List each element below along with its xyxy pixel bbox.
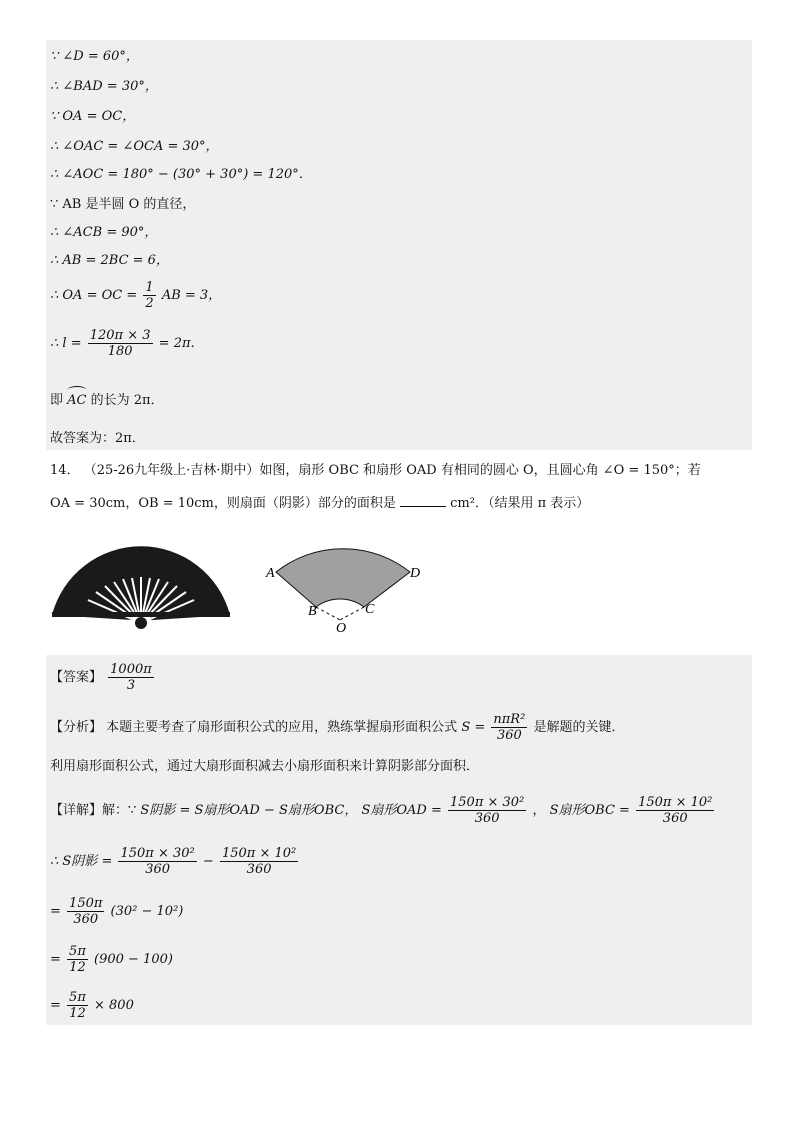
oa-suffix: AB = 3， [161,288,222,303]
step-lhs: ∴ S阴影 = [50,854,113,869]
question-number: 14． [50,463,80,478]
solution-line: ∵ AB 是半圆 O 的直径， [50,197,196,212]
sector-figure [262,516,432,636]
solution-line: ∴ AB = 2BC = 6， [50,253,169,268]
step-rest: × 800 [94,998,134,1013]
fraction [220,846,298,877]
analysis-label: 【分析】 [50,720,103,735]
question-line-2 [50,494,589,513]
analysis-line-2: 利用扇形面积公式，通过大扇形面积减去小扇形面积来计算阴影部分面积． [50,759,480,774]
question-text: OA = 30cm，OB = 10cm，则扇面（阴影）部分的面积是 [50,496,396,511]
fraction-numerator: 1000π [110,662,152,677]
fraction-numerator: 150π [69,896,103,911]
fraction-denominator: 360 [73,912,99,927]
analysis-row [50,712,624,743]
arc-ac: AC [67,393,87,408]
label-b: B [308,604,317,619]
arc-length-equation [50,328,204,359]
fraction [491,712,527,743]
label-a: A [266,566,275,581]
fraction-numerator: 120π × 3 [89,328,151,343]
step-rest: (900 − 100) [94,952,173,967]
fraction-numerator: 5π [69,944,86,959]
answer-blank [400,494,446,507]
solution-block-prev [46,40,752,450]
arc-prefix: 即 [50,393,64,408]
oad-area-lhs: S扇形OAD = [361,803,442,818]
label-d: D [410,566,421,581]
step-rest: (30² − 10²) [110,904,184,919]
fraction [143,280,155,311]
solution-line: ∵ OA = OC， [50,109,136,124]
fraction-numerator: 150π × 10² [221,846,297,861]
solution-line: ∴ ∠AOC = 180° − (30° + 30°) = 120°． [50,167,312,182]
solution-line: ∵ ∠D = 60°， [50,49,139,64]
folding-fan-image [48,520,238,630]
fraction [108,662,154,693]
fraction-numerator: 150π × 30² [120,846,195,861]
analysis-text: 是解题的关键． [533,720,625,735]
answer-line: 故答案为：2π． [50,431,145,446]
fraction-numerator: nπR² [493,712,526,727]
fraction-denominator: 360 [474,811,500,826]
solution-line: ∴ ∠OAC = ∠OCA = 30°， [50,139,219,154]
arc-suffix: 的长为 2π． [90,393,164,408]
question-text: （25-26九年级上·吉林·期中）如图，扇形 OBC 和扇形 OAD 有相同的圆心 O，且圆心角 ∠O = 150°；若 [83,463,701,478]
answer-label: 【答案】 [50,670,103,685]
fraction-denominator: 12 [69,960,86,975]
obc-area-lhs: S扇形OBC = [549,803,630,818]
formula-lhs: S = [461,720,486,735]
fraction [88,328,153,359]
fraction-denominator: 180 [107,344,133,359]
detail-step-1: ∴ S阴影 = $\frac{\text{150π × 30²}}{360}$ − $\frac{\text{150π × 10²}}{360}$ [50,846,297,877]
fraction-denominator: 12 [69,1006,86,1021]
fraction-denominator: 360 [246,862,272,877]
fraction-denominator: 360 [145,862,171,877]
fraction [636,795,714,826]
detail-step-2: = $\frac{150\pi}{360}$ (30² − 10²) [50,896,184,927]
fraction-denominator: 360 [496,728,522,743]
solution-line: ∴ ∠BAD = 30°， [50,79,158,94]
label-o: O [336,621,347,636]
fraction [118,846,196,877]
fraction-denominator: 2 [145,296,154,311]
arc-result-line [50,392,164,410]
l-prefix: ∴ l = [50,336,82,351]
detail-step-4: = $\frac{5\pi}{12}$ × 800 [50,990,134,1021]
fraction-numerator: 150π × 10² [638,795,713,810]
fraction [67,990,88,1021]
oa-equation [50,280,221,311]
detail-step-3: = $\frac{5\pi}{12}$ (900 − 100) [50,944,173,975]
fraction-denominator: 360 [662,811,688,826]
question-text: cm²．（结果用 π 表示） [450,496,590,511]
detail-row: 【详解】解：∵ S阴影 = S扇形OAD − S扇形OBC， S扇形OAD = $\frac{\text{150π × 30²}}{360}$ ， S扇形OBC = $\frac{\text{150π × 10²}}{360}$ [50,795,713,826]
fraction-denominator: 3 [126,678,136,693]
question-line-1 [50,462,701,480]
detail-label: 【详解】解：∵ [50,803,137,818]
analysis-text: 本题主要考查了扇形面积公式的应用，熟练掌握扇形面积公式 [106,720,458,735]
label-c: C [365,602,375,617]
answer-row [50,662,156,693]
fraction-numerator: 1 [145,280,154,295]
oa-prefix: ∴ OA = OC = [50,288,138,303]
shade-area-expr: S阴影 = S扇形OAD − S扇形OBC， [140,803,358,818]
fraction-numerator: 5π [69,990,86,1005]
solution-line: ∴ ∠ACB = 90°， [50,225,158,240]
fraction-numerator: 150π × 30² [450,795,525,810]
fraction [67,944,88,975]
fraction [67,896,104,927]
fraction [448,795,526,826]
l-suffix: = 2π． [158,336,204,351]
